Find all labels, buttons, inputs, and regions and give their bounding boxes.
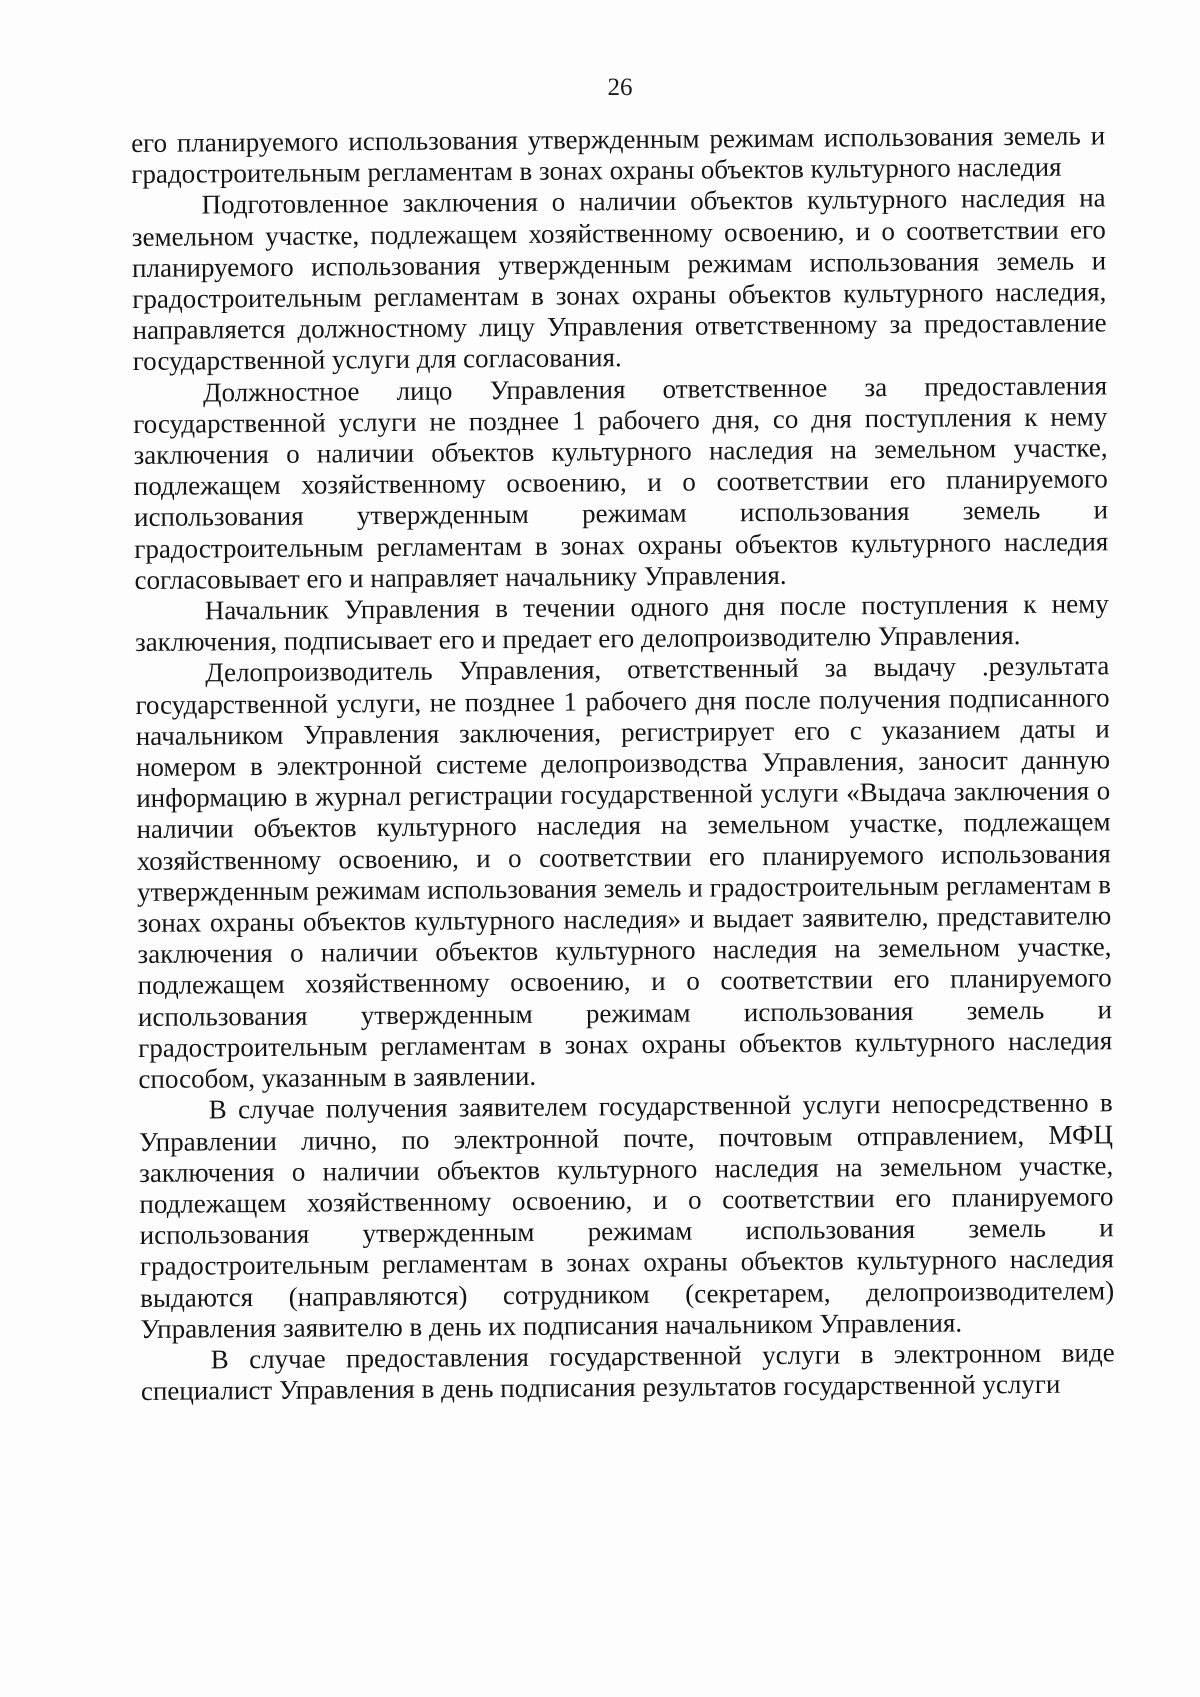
paragraph: Подготовленное заключения о наличии объектов культурного наследия на земельном участке, подлежащем хозяйственному освоению, и о соответствии его планируемого использования утвержденным режимам использования земель и градостроительным регламентам в зонах охраны объектов культурного наследия, направляется должностному лицу Управления ответственному за предоставление государственной услуги для согласования. bbox=[131, 182, 1107, 377]
paragraph: В случае предоставления государственной услуги в электронном виде специалист Управления в день подписания результатов государственной услуги bbox=[140, 1337, 1115, 1407]
document-body bbox=[131, 120, 1115, 1407]
paragraph: Делопроизводитель Управления, ответственный за выдачу .результата государственной услуги, не позднее 1 рабочего дня после получения подписанного начальником Управления заключения, регистрирует его с указанием даты и номером в электронной системе делопроизводства Управления, заносит данную информацию в журнал регистрации государственной услуги «Выдача заключения о наличии объектов культурного наследия на земельном участке, подлежащем хозяйственному освоению, и о соответствии его планируемого использования утвержденным режимам использования земель и градостроительным регламентам в зонах охраны объектов культурного наследия» и выдает заявителю, представителю заключения о наличии объектов культурного наследия на земельном участке, подлежащем хозяйственному освоению, и о соответствии его планируемого использования утвержденным режимам использования земель и градостроительным регламентам в зонах охраны объектов культурного наследия способом, указанным в заявлении. bbox=[135, 650, 1113, 1095]
paragraph-continuation: его планируемого использования утвержденным режимам использования земель и градостроительным регламентам в зонах охраны объектов культурного наследия bbox=[131, 120, 1106, 190]
paragraph: Должностное лицо Управления ответственное за предоставления государственной услуги не позднее 1 рабочего дня, со дня поступления к нему заключения о наличии объектов культурного наследия на земельном участке, подлежащем хозяйственному освоению, и о соответствии его планируемого использования утвержденным режимам использования земель и градостроительным регламентам в зонах охраны объектов культурного наследия согласовывает его и направляет начальнику Управления. bbox=[133, 369, 1109, 595]
paragraph: Начальник Управления в течении одного дня после поступления к нему заключения, подписывает его и предает его делопроизводителю Управления. bbox=[134, 588, 1109, 658]
paragraph: В случае получения заявителем государственной услуги непосредственно в Управлении лично, по электронной почте, почтовым отправлением, МФЦ заключения о наличии объектов культурного наследия на земельном участке, подлежащем хозяйственному освоению, и о соответствии его планируемого использования утвержденным режимам использования земель и градостроительным регламентам в зонах охраны объектов культурного наследия выдаются (направляются) сотрудником (секретарем, делопроизводителем) Управления заявителю в день их подписания начальником Управления. bbox=[138, 1087, 1115, 1344]
page-number: 26 bbox=[607, 74, 633, 101]
